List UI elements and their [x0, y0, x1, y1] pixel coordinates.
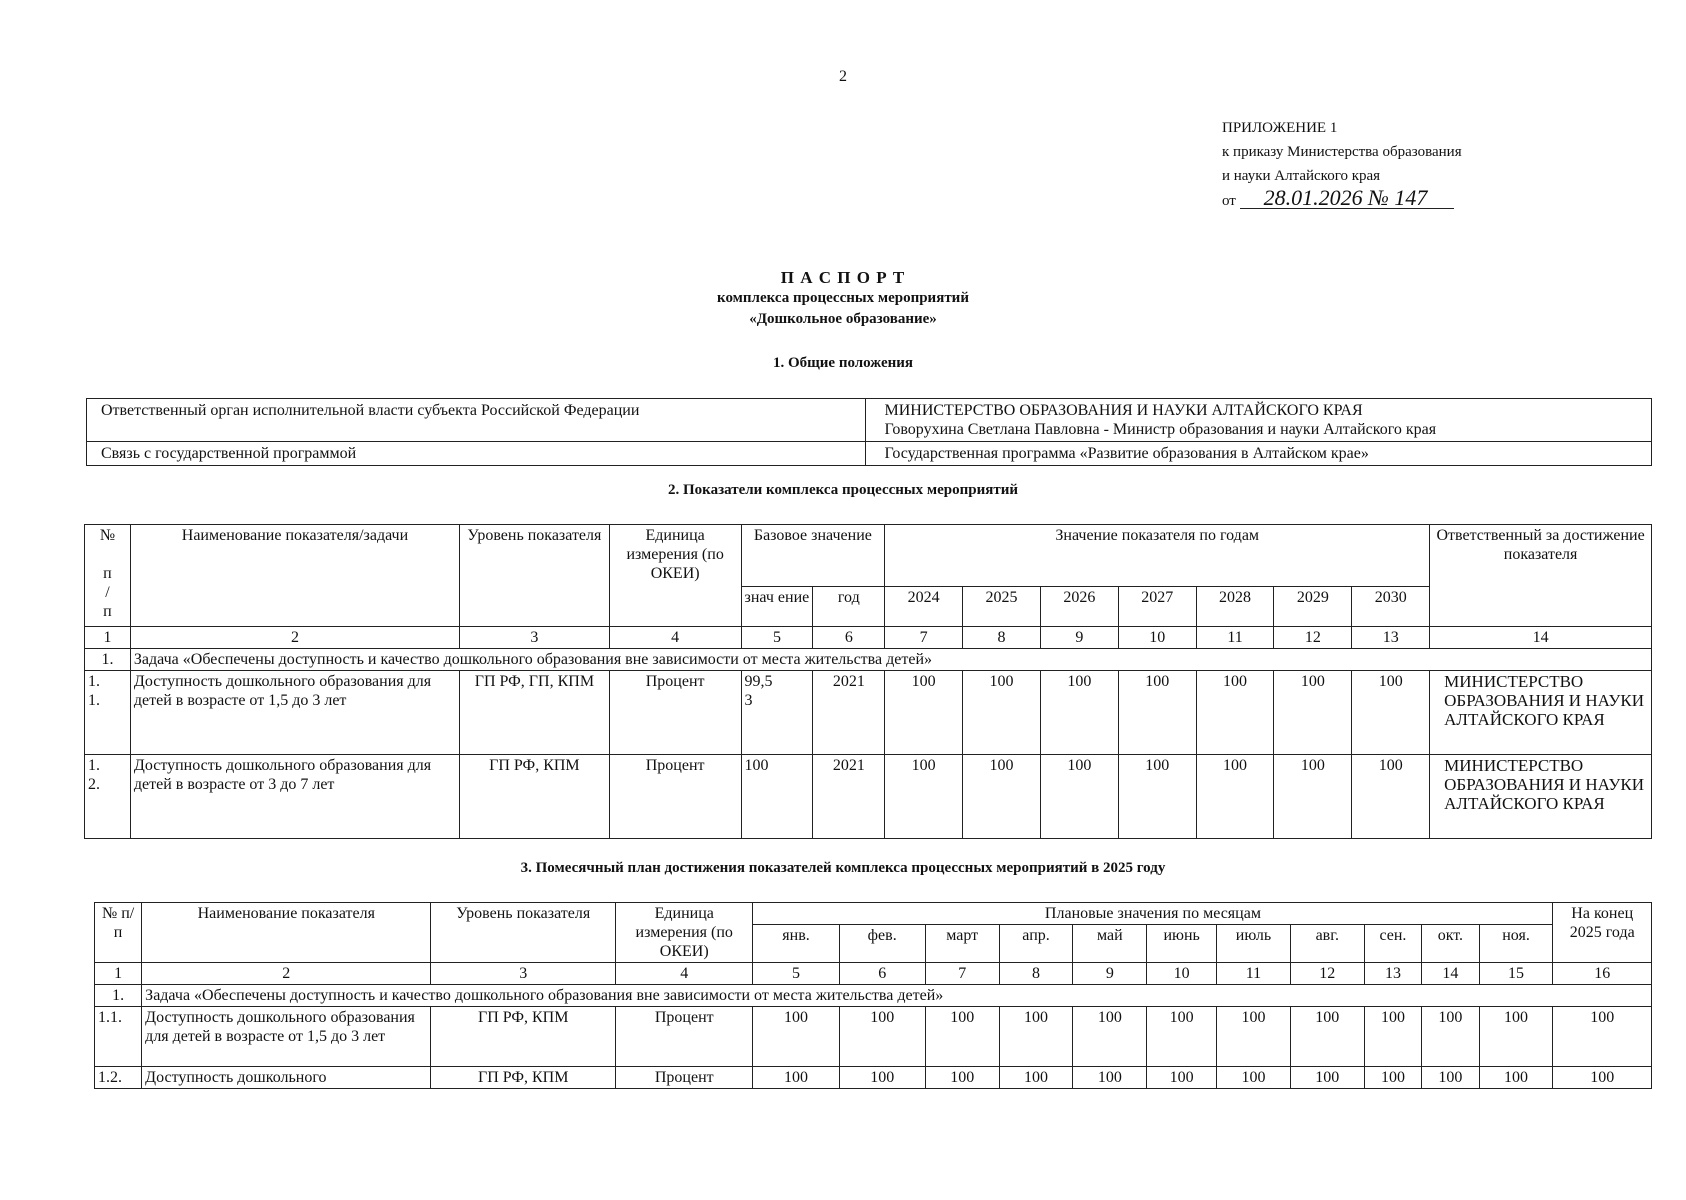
responsible-org: МИНИСТЕРСТВО ОБРАЗОВАНИЯ И НАУКИ АЛТАЙСКОГО КРАЯ	[1430, 671, 1652, 755]
col-month-header: авг.	[1290, 925, 1364, 963]
indicator-name: Доступность дошкольного образования для детей в возрасте от 1,5 до 3 лет	[130, 671, 459, 755]
row-number: 1. 1.	[85, 671, 131, 755]
year-value: 100	[1196, 755, 1274, 839]
year-value: 100	[1040, 755, 1118, 839]
year-value: 100	[1118, 671, 1196, 755]
program-link-value: Государственная программа «Развитие образования в Алтайском крае»	[866, 442, 1652, 466]
col-year-header: 2025	[963, 587, 1041, 627]
col-number: 8	[999, 963, 1073, 985]
month-value: 100	[753, 1067, 839, 1089]
col-number: 5	[741, 627, 813, 649]
col-number: 4	[609, 627, 741, 649]
col-number: 6	[813, 627, 885, 649]
col-number: 3	[431, 963, 616, 985]
indicator-name: Доступность дошкольного образования для детей в возрасте от 1,5 до 3 лет	[142, 1007, 431, 1067]
year-value: 100	[1118, 755, 1196, 839]
appendix-title: ПРИЛОЖЕНИЕ 1	[1222, 120, 1338, 136]
year-value: 100	[1274, 671, 1352, 755]
task-text: Задача «Обеспечены доступность и качество дошкольного образования вне зависимости от места жительства детей»	[142, 985, 1652, 1007]
handwritten-date-number: 28.01.2026 № 147	[1240, 188, 1454, 209]
responsible-person: Говорухина Светлана Павловна - Министр образования и науки Алтайского края	[884, 421, 1437, 438]
year-value: 100	[963, 671, 1041, 755]
col-month-header: фев.	[839, 925, 925, 963]
base-year: 2021	[813, 671, 885, 755]
month-value: 100	[999, 1007, 1073, 1067]
col-year-header: 2026	[1040, 587, 1118, 627]
row-number: 1.2.	[95, 1067, 142, 1089]
table-row	[87, 442, 1652, 466]
table-row	[95, 1067, 1652, 1089]
col-month-header: июль	[1217, 925, 1291, 963]
month-value: 100	[1364, 1067, 1421, 1089]
indicator-level: ГП РФ, КПМ	[431, 1067, 616, 1089]
indicator-unit: Процент	[616, 1067, 753, 1089]
indicator-level: ГП РФ, КПМ	[431, 1007, 616, 1067]
col-number: 11	[1196, 627, 1274, 649]
year-value: 100	[963, 755, 1041, 839]
col-year-header: 2024	[885, 587, 963, 627]
col-number: 12	[1274, 627, 1352, 649]
col-month-header: март	[925, 925, 999, 963]
col-number: 8	[963, 627, 1041, 649]
base-year: 2021	[813, 755, 885, 839]
col-name-header: Наименование показателя/задачи	[130, 525, 459, 627]
month-value: 100	[925, 1067, 999, 1089]
col-years-header: Значение показателя по годам	[885, 525, 1430, 587]
month-value: 100	[1479, 1007, 1553, 1067]
indicator-name: Доступность дошкольного образования для детей в возрасте от 3 до 7 лет	[130, 755, 459, 839]
indicator-unit: Процент	[609, 671, 741, 755]
col-number: 1	[95, 963, 142, 985]
year-value: 100	[885, 671, 963, 755]
col-number: 7	[925, 963, 999, 985]
col-number: 9	[1040, 627, 1118, 649]
passport-subtitle-2: «Дошкольное образование»	[749, 311, 937, 327]
col-number: 14	[1430, 627, 1652, 649]
col-number: 14	[1422, 963, 1479, 985]
table-row	[87, 399, 1652, 442]
col-number: 2	[130, 627, 459, 649]
col-number: 12	[1290, 963, 1364, 985]
col-number: 13	[1364, 963, 1421, 985]
page-number: 2	[839, 68, 847, 85]
indicator-level: ГП РФ, ГП, КПМ	[460, 671, 610, 755]
col-level-header: Уровень показателя	[460, 525, 610, 627]
col-number: 10	[1118, 627, 1196, 649]
responsible-org: МИНИСТЕРСТВО ОБРАЗОВАНИЯ И НАУКИ АЛТАЙСКОГО КРАЯ	[1430, 755, 1652, 839]
indicator-name: Доступность дошкольного	[142, 1067, 431, 1089]
month-value: 100	[1364, 1007, 1421, 1067]
col-number: 10	[1147, 963, 1217, 985]
indicator-unit: Процент	[609, 755, 741, 839]
month-value: 100	[753, 1007, 839, 1067]
year-value: 100	[1040, 671, 1118, 755]
general-info-table	[86, 398, 1652, 466]
table-row	[85, 671, 1652, 755]
appendix-line-1: к приказу Министерства образования	[1222, 144, 1462, 160]
col-base-year-header: год	[813, 587, 885, 627]
year-value: 100	[1274, 755, 1352, 839]
year-end-value: 100	[1553, 1067, 1652, 1089]
col-unit-header: Единица измерения (по ОКЕИ)	[609, 525, 741, 627]
year-value: 100	[885, 755, 963, 839]
task-number: 1.	[85, 649, 131, 671]
col-plan-header: Плановые значения по месяцам	[753, 903, 1553, 925]
month-value: 100	[1073, 1007, 1147, 1067]
base-value: 100	[741, 755, 813, 839]
col-number: 11	[1217, 963, 1291, 985]
month-value: 100	[1217, 1067, 1291, 1089]
col-month-header: апр.	[999, 925, 1073, 963]
section-2-heading: 2. Показатели комплекса процессных мероприятий	[667, 482, 1018, 498]
col-number: 13	[1352, 627, 1430, 649]
column-numbers-row	[85, 627, 1652, 649]
col-base-header: Базовое значение	[741, 525, 885, 587]
col-number: 7	[885, 627, 963, 649]
col-num-header: № п/п	[95, 903, 142, 963]
appendix-from-label: от	[1222, 193, 1236, 209]
col-number: 15	[1479, 963, 1553, 985]
col-month-header: янв.	[753, 925, 839, 963]
col-number: 5	[753, 963, 839, 985]
section-3-heading: 3. Помесячный план достижения показателей комплекса процессных мероприятий в 2025 году	[520, 860, 1166, 876]
col-number: 3	[460, 627, 610, 649]
month-value: 100	[1073, 1067, 1147, 1089]
month-value: 100	[1290, 1067, 1364, 1089]
appendix-line-2: и науки Алтайского края	[1222, 168, 1381, 184]
passport-subtitle-1: комплекса процессных мероприятий	[717, 290, 969, 306]
task-row	[85, 649, 1652, 671]
col-level-header: Уровень показателя	[431, 903, 616, 963]
col-month-header: окт.	[1422, 925, 1479, 963]
col-month-header: ноя.	[1479, 925, 1553, 963]
month-value: 100	[925, 1007, 999, 1067]
year-value: 100	[1352, 755, 1430, 839]
table-header-row	[95, 903, 1652, 925]
table-row	[95, 1007, 1652, 1067]
month-value: 100	[1147, 1007, 1217, 1067]
indicators-table	[84, 524, 1652, 839]
year-end-value: 100	[1553, 1007, 1652, 1067]
task-row	[95, 985, 1652, 1007]
task-number: 1.	[95, 985, 142, 1007]
col-number: 16	[1553, 963, 1652, 985]
col-number: 1	[85, 627, 131, 649]
indicator-level: ГП РФ, КПМ	[460, 755, 610, 839]
col-num-header: № п / п	[85, 525, 131, 627]
month-value: 100	[1147, 1067, 1217, 1089]
col-year-header: 2027	[1118, 587, 1196, 627]
col-number: 4	[616, 963, 753, 985]
month-value: 100	[839, 1067, 925, 1089]
col-base-value-header: знач ение	[741, 587, 813, 627]
base-value: 99,5 3	[741, 671, 813, 755]
col-end-header: На конец 2025 года	[1553, 903, 1652, 963]
program-link-label: Связь с государственной программой	[87, 442, 866, 466]
month-value: 100	[839, 1007, 925, 1067]
col-number: 6	[839, 963, 925, 985]
column-numbers-row	[95, 963, 1652, 985]
passport-title: П А С П О Р Т	[780, 268, 906, 287]
col-year-header: 2030	[1352, 587, 1430, 627]
month-value: 100	[999, 1067, 1073, 1089]
task-text: Задача «Обеспечены доступность и качество дошкольного образования вне зависимости от места жительства детей»	[130, 649, 1651, 671]
month-value: 100	[1217, 1007, 1291, 1067]
col-name-header: Наименование показателя	[142, 903, 431, 963]
row-number: 1.1.	[95, 1007, 142, 1067]
year-value: 100	[1196, 671, 1274, 755]
table-header-row	[85, 525, 1652, 587]
responsible-authority-name: МИНИСТЕРСТВО ОБРАЗОВАНИЯ И НАУКИ АЛТАЙСКОГО КРАЯ	[884, 402, 1363, 419]
col-year-header: 2028	[1196, 587, 1274, 627]
col-number: 9	[1073, 963, 1147, 985]
month-value: 100	[1422, 1067, 1479, 1089]
section-1-heading: 1. Общие положения	[772, 355, 914, 371]
monthly-plan-table	[94, 902, 1652, 1089]
col-month-header: июнь	[1147, 925, 1217, 963]
col-number: 2	[142, 963, 431, 985]
col-unit-header: Единица измерения (по ОКЕИ)	[616, 903, 753, 963]
month-value: 100	[1422, 1007, 1479, 1067]
row-number: 1. 2.	[85, 755, 131, 839]
table-row	[85, 755, 1652, 839]
month-value: 100	[1290, 1007, 1364, 1067]
year-value: 100	[1352, 671, 1430, 755]
indicator-unit: Процент	[616, 1007, 753, 1067]
col-month-header: сен.	[1364, 925, 1421, 963]
col-month-header: май	[1073, 925, 1147, 963]
month-value: 100	[1479, 1067, 1553, 1089]
responsible-authority-label: Ответственный орган исполнительной власти субъекта Российской Федерации	[87, 399, 866, 442]
appendix-block	[1222, 116, 1462, 213]
col-year-header: 2029	[1274, 587, 1352, 627]
col-responsible-header: Ответственный за достижение показателя	[1430, 525, 1652, 627]
